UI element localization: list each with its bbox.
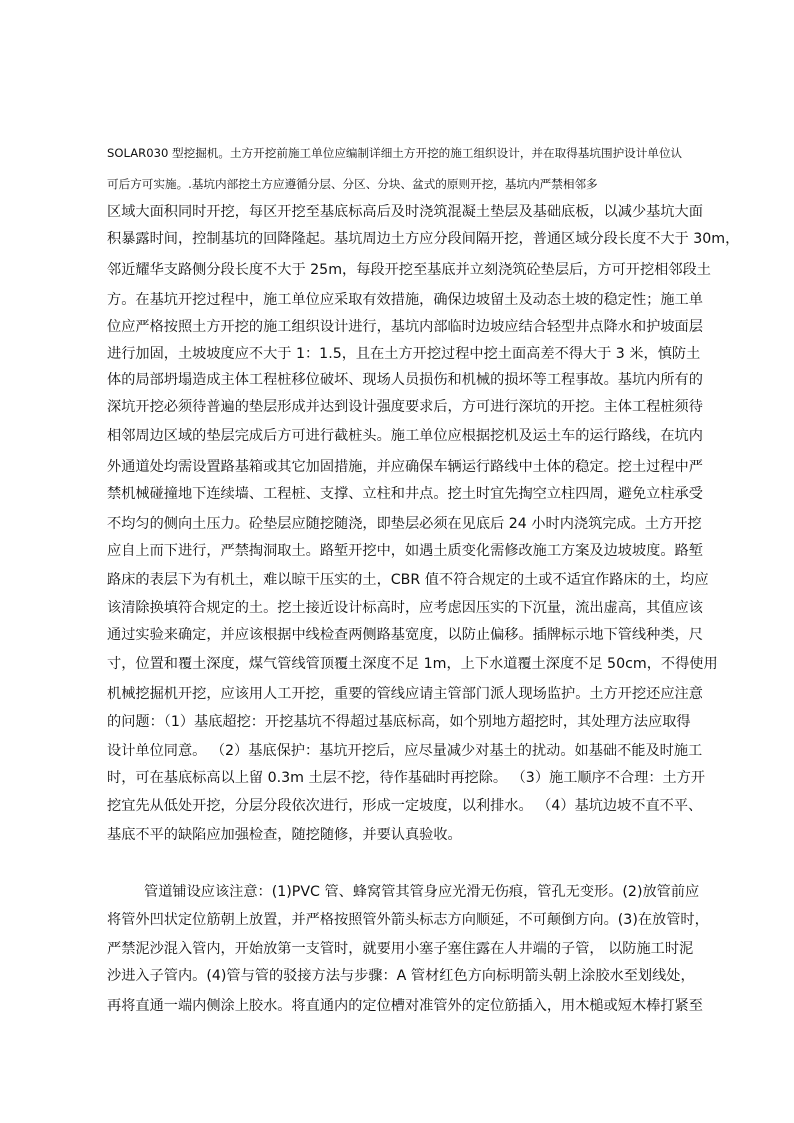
text-line: 通过实验来确定，并应该根据中线检查两侧路基宽度，以防止偏移。插牌标示地下管线种类，尺 [107, 627, 703, 643]
text-line: 沙进入子管内。(4)管与管的驳接方法与步骤：A 管材红色方向标明箭头朝上涂胶水至划线处， [107, 968, 695, 984]
text-line: 的问题：（1）基底超挖：开挖基坑不得超过基底标高，如个别地方超挖时，其处理方法应取得 [107, 714, 691, 730]
text-line: 路床的表层下为有机土，难以晾干压实的土，CBR 值不符合规定的土或不适宜作路床的土，均应 [107, 572, 709, 588]
paragraph-first-line: 管道铺设应该注意：(1)PVC 管、蜂窝管其管身应光滑无伤痕，管孔无变形。(2)放管前应 [144, 884, 700, 900]
text-line: 可后方可实施。.基坑内部挖土方应遵循分层、分区、分块、盆式的原则开挖，基坑内严禁相邻多 [107, 177, 598, 191]
text-line: 邻近耀华支路侧分段长度不大于 25m，每段开挖至基底并立刻浇筑砼垫层后，方可开挖相邻段土 [107, 262, 711, 278]
text-line: 体的局部坍塌造成主体工程桩移位破坏、现场人员损伤和机械的损坏等工程事故。基坑内所有的 [107, 372, 703, 388]
text-line: 寸，位置和覆土深度，煤气管线管顶覆土深度不足 1m，上下水道覆土深度不足 50cm，不得使用 [107, 656, 718, 672]
text-line: 进行加固，土坡坡度应不大于 1：1.5，且在土方开挖过程中挖土面高差不得大于 3 米，慎防土 [107, 346, 701, 362]
text-line: SOLAR030 型挖掘机。土方开挖前施工单位应编制详细土方开挖的施工组织设计，并在取得基坑围护设计单位认 [107, 146, 683, 160]
text-line: 该清除换填符合规定的土。挖土接近设计标高时，应考虑因压实的下沉量，流出虚高，其值应该 [107, 600, 703, 616]
text-line: 不均匀的侧向土压力。砼垫层应随挖随浇，即垫层必须在见底后 24 小时内浇筑完成。土方开挖 [107, 516, 702, 532]
text-line: 积暴露时间，控制基坑的回降隆起。基坑周边土方应分段间隔开挖，普通区域分段长度不大于 30m， [107, 231, 740, 247]
text-line: 基底不平的缺陷应加强检查，随挖随修，并要认真验收。 [107, 827, 462, 843]
text-line: 时，可在基底标高以上留 0.3m 土层不挖，待作基础时再挖除。 （3）施工顺序不合理：土方开 [107, 770, 706, 786]
text-line: 设计单位同意。 （2）基底保护：基坑开挖后，应尽量减少对基土的扰动。如基础不能及时施工 [107, 743, 703, 759]
text-line: 位应严格按照土方开挖的施工组织设计进行，基坑内部临时边坡应结合轻型井点降水和护坡面层 [107, 319, 703, 335]
text-line: 严禁泥沙混入管内，开始放第一支管时，就要用小塞子塞住露在人井端的子管， 以防施工时泥 [107, 941, 694, 957]
text-line: 区域大面积同时开挖，每区开挖至基底标高后及时浇筑混凝土垫层及基础底板，以减少基坑大面 [107, 204, 703, 220]
text-line: 方。在基坑开挖过程中，施工单位应采取有效措施，确保边坡留土及动态土坡的稳定性；施工单 [107, 292, 703, 308]
text-line: 外通道处均需设置路基箱或其它加固措施，并应确保车辆运行路线中土体的稳定。挖土过程中严 [107, 459, 703, 475]
text-line: 再将直通一端内侧涂上胶水。将直通内的定位槽对准管外的定位筋插入，用木槌或短木棒打紧至 [107, 998, 703, 1014]
text-line: 挖宜先从低处开挖，分层分段依次进行，形成一定坡度，以利排水。 （4）基坑边坡不直不平、 [107, 798, 703, 814]
text-line: 将管外凹状定位筋朝上放置，并严格按照管外箭头标志方向顺延，不可颠倒方向。(3)在放管时， [107, 912, 709, 928]
text-line: 深坑开挖必须待普遍的垫层形成并达到设计强度要求后，方可进行深坑的开挖。主体工程桩须待 [107, 399, 703, 415]
text-line: 应自上而下进行，严禁掏洞取土。路堑开挖中，如遇土质变化需修改施工方案及边坡坡度。路堑 [107, 543, 703, 559]
text-line: 相邻周边区域的垫层完成后方可进行截桩头。施工单位应根据挖机及运土车的运行路线，在坑内 [107, 428, 703, 444]
text-line: 机械挖掘机开挖，应该用人工开挖，重要的管线应请主管部门派人现场监护。土方开挖还应注意 [107, 686, 703, 702]
text-line: 禁机械碰撞地下连续墙、工程桩、支撑、立柱和井点。挖土时宜先掏空立柱四周，避免立柱承受 [107, 486, 703, 502]
